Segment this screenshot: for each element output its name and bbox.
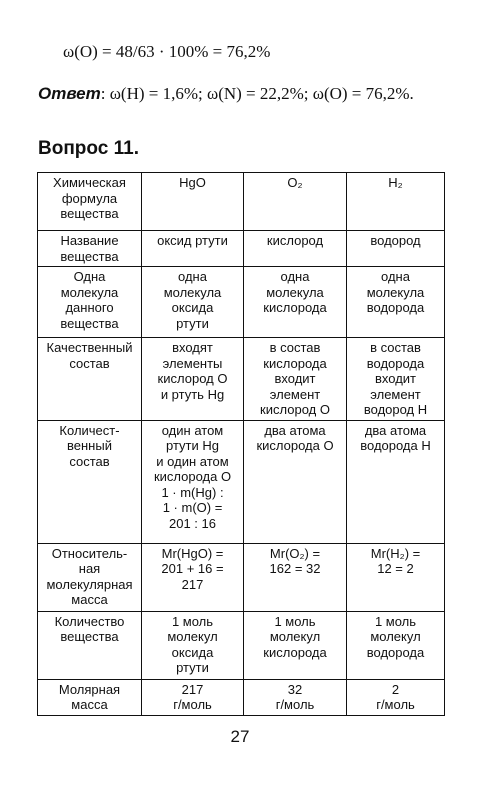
table-cell: Mr(HgO) = 201 + 16 = 217: [142, 543, 244, 611]
row-label-cell: Название вещества: [38, 231, 142, 267]
table-header-row: [38, 173, 445, 231]
table-row: [38, 679, 445, 715]
row-label-cell: Количество вещества: [38, 611, 142, 679]
table-cell: 217 г/моль: [142, 679, 244, 715]
table-cell: Mr(O₂) = 162 = 32: [244, 543, 347, 611]
table-cell: кислород: [244, 231, 347, 267]
table-cell: в состав водорода входит элемент водород H: [347, 338, 445, 421]
table-header-cell: HgO: [142, 173, 244, 231]
row-label-cell: Одна молекула данного вещества: [38, 267, 142, 338]
table-row: [38, 420, 445, 543]
table-row: [38, 231, 445, 267]
table-cell: одна молекула оксида ртути: [142, 267, 244, 338]
page-number: 27: [230, 727, 250, 746]
table-header-cell: Химическая формула вещества: [38, 173, 142, 231]
table-cell: входят элементы кислород O и ртуть Hg: [142, 338, 244, 421]
table-cell: оксид ртути: [142, 231, 244, 267]
table-cell: один атом ртути Hg и один атом кислорода O 1 · m(Hg) : 1 · m(O) = 201 : 16: [142, 420, 244, 543]
table-cell: Mr(H₂) = 12 = 2: [347, 543, 445, 611]
table-cell: одна молекула кислорода: [244, 267, 347, 338]
table-cell: одна молекула водорода: [347, 267, 445, 338]
table-row: [38, 543, 445, 611]
answer-text: : ω(H) = 1,6%; ω(N) = 22,2%; ω(O) = 76,2%.: [100, 84, 414, 103]
question-heading: Вопрос 11.: [38, 138, 139, 159]
table-cell: 1 моль молекул водорода: [347, 611, 445, 679]
table-cell: два атома водорода H: [347, 420, 445, 543]
substance-properties-table: [37, 172, 445, 716]
table-row: [38, 611, 445, 679]
answer-label: Ответ: [38, 84, 101, 103]
answer-line: [38, 82, 444, 105]
table-row: [38, 338, 445, 421]
row-label-cell: Количест- венный состав: [38, 420, 142, 543]
table-header-cell: H₂: [347, 173, 445, 231]
row-label-cell: Относитель- ная молекулярная масса: [38, 543, 142, 611]
table-header-cell: O₂: [244, 173, 347, 231]
table-cell: 1 моль молекул кислорода: [244, 611, 347, 679]
table-row: [38, 267, 445, 338]
table-cell: 1 моль молекул оксида ртути: [142, 611, 244, 679]
table-cell: два атома кислорода O: [244, 420, 347, 543]
fraction-formula-line: ω(O) = 48/63 · 100% = 76,2%: [63, 42, 271, 61]
row-label-cell: Качественный состав: [38, 338, 142, 421]
table-cell: водород: [347, 231, 445, 267]
table-cell: 32 г/моль: [244, 679, 347, 715]
table-cell: в состав кислорода входит элемент кислород O: [244, 338, 347, 421]
table-cell: 2 г/моль: [347, 679, 445, 715]
row-label-cell: Молярная масса: [38, 679, 142, 715]
